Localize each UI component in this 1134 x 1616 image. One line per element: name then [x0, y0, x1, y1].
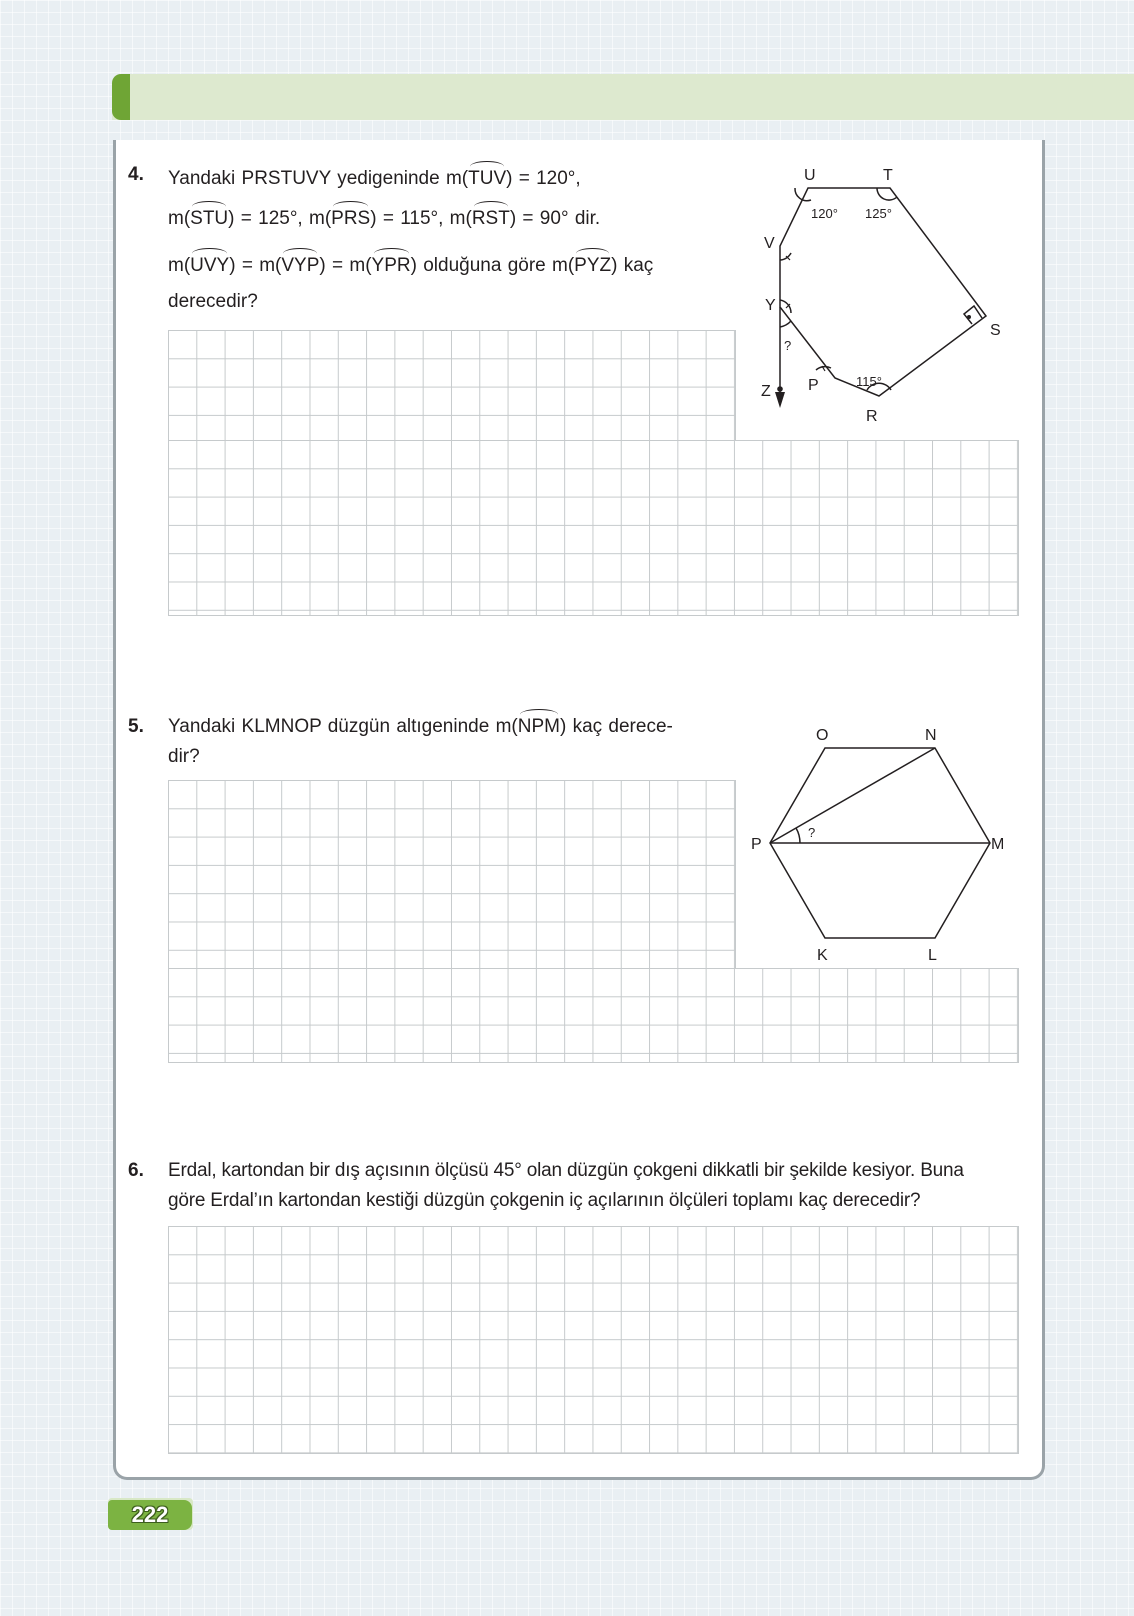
label-k: K [817, 947, 828, 964]
label-v: V [764, 235, 775, 252]
label-s: S [990, 322, 1001, 339]
label-z: Z [761, 383, 771, 400]
q5-text: Yandaki KLMNOP düzgün altıgeninde m(NPM) kaç derece- dir? [168, 712, 728, 772]
label-r: R [866, 408, 878, 425]
segment-pn [770, 748, 935, 843]
angle-y-arc [780, 300, 791, 313]
q6-number: 6. [128, 1160, 144, 1181]
angle-npm: NPM [518, 712, 560, 742]
q4-answer-grid[interactable] [168, 440, 1019, 616]
q5-answer-grid-top[interactable] [168, 780, 736, 968]
label-p: P [751, 836, 762, 853]
q4-heptagon-figure [750, 160, 1010, 430]
q4-text: Yandaki PRSTUVY yedigeninde m(TUV) = 120°, m(STU) = 125°, m(PRS) = 115°, m(RST) = 90° dir. m(UVY) = m(VYP) = m(YPR) olduğuna göre m(PYZ) kaç derecedir? [168, 164, 728, 317]
q4-number: 4. [128, 164, 144, 185]
label-n: N [925, 727, 937, 744]
label-o: O [816, 727, 829, 744]
angle-npm-arc [796, 828, 800, 843]
angle-pyz-arc [780, 321, 791, 327]
angle-r-value: 115° [856, 374, 882, 389]
label-l: L [928, 947, 937, 964]
q4-answer-grid-top[interactable] [168, 330, 736, 440]
label-m: M [991, 836, 1005, 853]
ray-arrowhead [775, 392, 785, 408]
header-banner-tab [112, 74, 130, 120]
angle-npm-unknown: ? [808, 825, 816, 840]
q5-hexagon-figure [740, 715, 1020, 970]
label-p: P [808, 377, 819, 394]
label-u: U [804, 167, 816, 184]
q6-text: Erdal, kartondan bir dış açısının ölçüsü 45° olan düzgün çokgeni dikkatli bir şekilde kesiyor. Buna göre Erdal’ın kartondan kestiği düzgün çokgenin iç açılarının ölçüleri toplamı kaç derecedir? [168, 1160, 964, 1211]
label-t: T [883, 167, 893, 184]
q5-answer-grid[interactable] [168, 968, 1019, 1063]
page-number: 222 [108, 1500, 192, 1530]
point-z [777, 386, 783, 392]
header-banner [112, 74, 1134, 120]
label-y: Y [765, 297, 776, 314]
angle-pyz-unknown: ? [784, 338, 792, 353]
angle-u-value: 120° [811, 206, 838, 221]
q6-answer-grid[interactable] [168, 1226, 1019, 1454]
angle-tuv: TUV [468, 164, 506, 194]
q5-number: 5. [128, 716, 144, 737]
angle-t-value: 125° [865, 206, 892, 221]
